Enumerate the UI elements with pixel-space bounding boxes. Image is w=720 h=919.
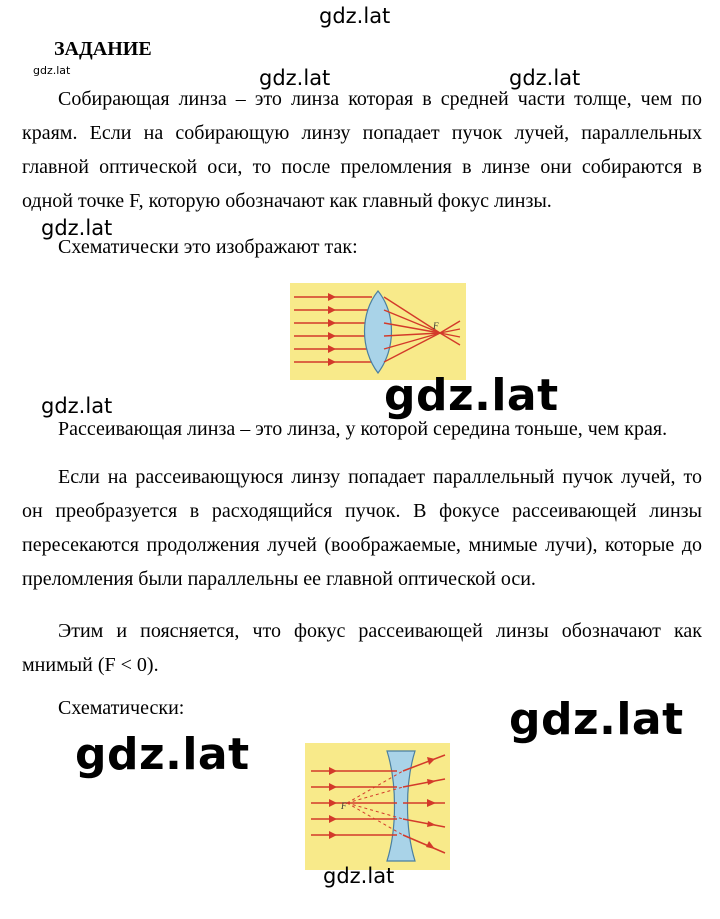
watermark-top: gdz.lat xyxy=(319,4,391,28)
converging-lens-figure xyxy=(290,283,466,380)
paragraph-schematic-1: Схематически это изображают так: xyxy=(58,236,358,258)
watermark-big-center: gdz.lat xyxy=(384,370,559,421)
watermark-bottom: gdz.lat xyxy=(323,864,395,888)
watermark-small: gdz.lat xyxy=(33,64,71,77)
watermark-left-2: gdz.lat xyxy=(41,394,113,418)
page-heading: ЗАДАНИЕ xyxy=(54,38,152,60)
paragraph-diverging-beam: Если на рассеивающуюся линзу попадает параллельный пучок лучей, то он преобразуется в расходящийся пучок. В фокусе рассеивающей линзы пересекаются продолжения лучей (воображаемые, мнимые лучи), которые до преломления были параллельны ее главной оптической оси. xyxy=(22,466,702,590)
paragraph-diverging-lens: Рассеивающая линза – это линза, у которой середина тоньше, чем края. xyxy=(58,418,668,440)
focus-label-f: F xyxy=(433,321,439,331)
watermark-left-1: gdz.lat xyxy=(41,216,113,240)
diverging-lens-figure xyxy=(305,743,450,870)
watermark-mid-1: gdz.lat xyxy=(259,66,331,90)
paragraph-virtual-focus: Этим и поясняется, что фокус рассеивающей линзы обозначают как мнимый (F < 0). xyxy=(22,620,702,676)
paragraph-schematic-2: Схематически: xyxy=(58,697,185,719)
paragraph-converging-lens: Собирающая линза – это линза которая в средней части толще, чем по краям. Если на собирающую линзу попадает пучок лучей, параллельных главной оптической оси, то после преломления в линзе они собираются в одной точке F, которую обозначают как главный фокус линзы. xyxy=(22,88,702,212)
watermark-mid-2: gdz.lat xyxy=(509,66,581,90)
watermark-big-left: gdz.lat xyxy=(75,729,250,780)
focus-label-f: F xyxy=(341,801,347,811)
watermark-big-right: gdz.lat xyxy=(509,694,684,745)
